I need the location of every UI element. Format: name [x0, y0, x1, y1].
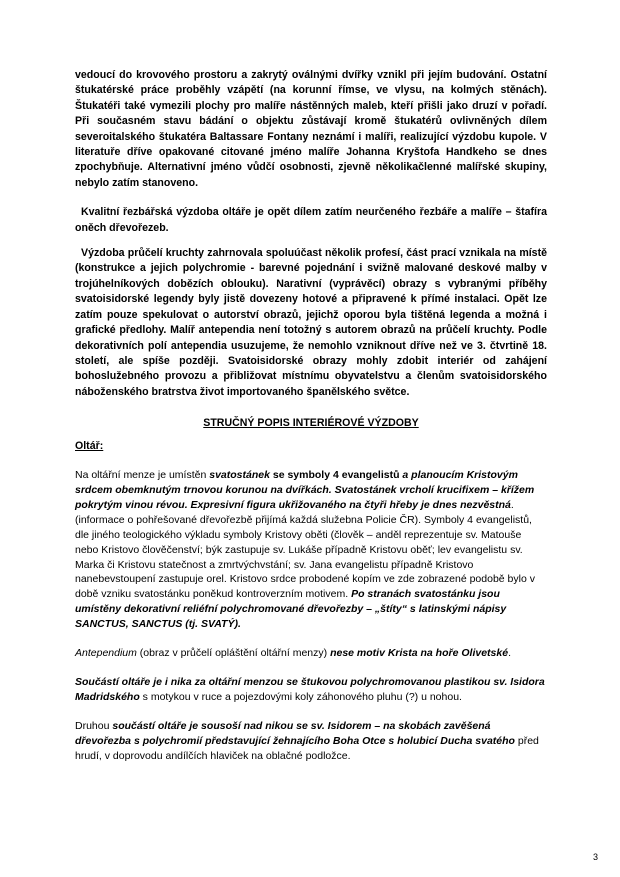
- paragraph-sculpture-group: [75, 719, 547, 764]
- text-run-italic: Antependium: [75, 647, 137, 660]
- text-run-emph: součástí oltáře je sousoší nad nikou se sv. Isidorem – na skobách zavěšená dřevořezba s polychromií představující žehnajícího Boha Otce s holubicí Ducha svatého: [75, 719, 515, 747]
- text-run-bold: se symboly 4 evangelistů: [269, 469, 400, 482]
- text-run-emph: Součástí oltáře je i nika za oltářní menzou se štukovou polychromovanou plastikou sv. Isidora Madridského: [75, 676, 545, 703]
- paragraph-choir-loft: Výzdoba průčelí kruchty zahrnovala spoluúčast několik profesí, část prací vznikala na místě (konstrukce a jejich polychromie - barevné pojednání i svižně malované deskové malby v trojúhelníkových dobězích oblouku). Narativní (vyprávěcí) obrazy s vybranými příběhy svatoisidorské legendy byly jistě dovezeny hotové a připravené k přímé instalaci. Opět lze zatím pouze spekulovat o autorství obrazů, jejichž oporou byla tištěná legenda a možná i grafické předlohy. Malíř antependia není totožný s autorem obrazů na průčelí kruchty. Podle dekorativních polí antependia usuzujeme, že nemohlo vzniknout dříve než ve 3. čtvrtině 18. století, ale spíše později. Svatoisidorské obrazy mohly zdobit interiér od zahájení bohoslužebného provozu a přibližovat místnímu obyvatelstvu a členům svatoisidorského náboženského bratrstva život importovaného španělského světce.: [75, 247, 547, 398]
- text-run-emph: svatostánek: [209, 469, 270, 482]
- text-run: .: [508, 647, 511, 660]
- document-page: [75, 68, 547, 764]
- text-run: před hrudí, v doprovodu andílčích hlaviček na oblačné podložce.: [75, 734, 539, 762]
- text-run-emph: nese motiv Krista na hoře Olivetské: [330, 647, 509, 660]
- text-run: . (informace o pohřešované dřevořezbě přijímá každá služebna Policie ČR). Symboly 4 evangelistů, dle jiného teologického výkladu symboly Kristovy oběti (člověk – anděl reprezentuje sv. Matouše nebo Kristovo člověčenství; býk zastupuje sv. Lukáše případně Kristovu oběť; lev evangelistu sv. Marka či Kristovu statečnost a zmrtvýchvstání; sv. Jana evangelistu případně Kristovo nanebevstoupení zastupuje orel. Kristovo srdce probodené kopím ve zde zobrazené podobě bylo v době vzniku svatostánku poněkud kontroverzním motivem.: [75, 498, 535, 601]
- text-run: Druhou: [75, 719, 113, 732]
- text-run-emph: a planoucím Kristovým srdcem obemknutým trnovou korunou na dvířkách. Svatostánek vrcholí krucifixem – křížem pokrytým vinou révou. Expresivní figura ukřižovaného na čtyři hřeby je dnes nezvěstná: [75, 469, 535, 511]
- section-heading: STRUČNÝ POPIS INTERIÉROVÉ VÝZDOBY: [203, 417, 419, 430]
- paragraph-altar-carving: Kvalitní řezbářská výzdoba oltáře je opět dílem zatím neurčeného řezbáře a malíře – štafíra oněch dřevořezeb.: [75, 206, 547, 234]
- paragraph-tabernacle: [75, 468, 547, 632]
- page-number: 3: [592, 852, 598, 862]
- subheading-altar: Oltář:: [75, 440, 104, 453]
- text-run: Na oltářní menze je umístěn: [75, 469, 210, 482]
- paragraph-niche: [75, 675, 547, 705]
- text-run: (obraz v průčelí opláštění oltářní menzy): [136, 647, 331, 660]
- text-run-emph: Po stranách svatostánku jsou umístěny dekorativní reliéfní polychromované dřevořezby – „štíty“ s latinskými nápisy SANCTUS, SANCTUS (tj. SVATÝ).: [75, 588, 507, 631]
- paragraph-stucco-painters: vedoucí do krovového prostoru a zakrytý oválnými dvířky vznikl při jejím budování. Ostatní štukatérské práce proběhly vzápětí (na korunní římse, ve vlysu, na kolmých stěnách). Štukatéři také vymezili plochy pro malíře nástěnných maleb, kteří přišli jako druzí v pořadí. Při současném stavu bádání o objektu zůstávají kromě štukatérů ovlivněných dílem severoitalského štukatéra Baltassare Fontany neznámí i malíři, realizující výzdobu kupole. V literatuře dříve opakované citované jméno malíře Johanna Kryštofa Handkeho se dnes zpochybňuje. Alternativní jméno vůdčí osobnosti, zjevně několikačlenné malířské skupiny, nebylo zatím stanoveno.: [75, 69, 547, 189]
- text-run: s motykou v ruce a pojezdovými koly záhonového pluhu (?) u nohou.: [139, 690, 462, 703]
- paragraph-antependium: [75, 646, 547, 661]
